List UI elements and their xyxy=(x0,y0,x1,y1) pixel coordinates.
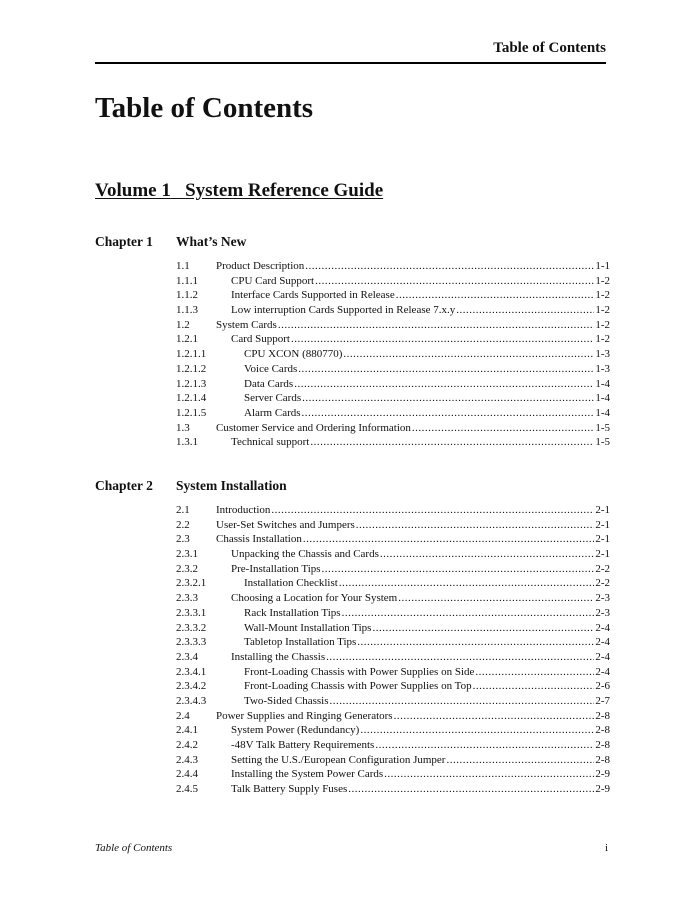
dot-leader xyxy=(326,650,594,665)
toc-entry-title[interactable]: Installing the Chassis xyxy=(231,650,326,663)
toc-entry-page: 2-2 xyxy=(595,577,610,590)
toc-entry[interactable] xyxy=(95,738,610,753)
toc-entry-line xyxy=(244,621,610,636)
dot-leader xyxy=(302,406,595,421)
toc-entry[interactable] xyxy=(95,532,610,547)
toc-entry-page: 2-4 xyxy=(595,636,610,649)
toc-entry-number: 2.3 xyxy=(176,533,190,546)
toc-entry-line xyxy=(231,562,610,577)
toc-entry-title[interactable]: Front-Loading Chassis with Power Supplies on Side xyxy=(244,665,475,678)
toc-entry-title[interactable]: System Power (Redundancy) xyxy=(231,724,360,737)
toc-entry-title[interactable]: -48V Talk Battery Requirements xyxy=(231,739,375,751)
toc-entry-number: 2.2 xyxy=(176,518,190,531)
toc-entry-page: 2-4 xyxy=(595,650,610,663)
toc-entry-page: 1-4 xyxy=(595,406,610,419)
toc-entry-line xyxy=(231,591,610,606)
toc-entry[interactable] xyxy=(95,362,610,377)
toc-entry-number: 2.3.1 xyxy=(176,548,198,561)
toc-entry-number: 1.3.1 xyxy=(176,436,198,449)
dot-leader xyxy=(384,767,594,782)
toc-entry-title[interactable]: Customer Service and Ordering Information xyxy=(216,421,411,434)
toc-entry-page: 1-2 xyxy=(595,304,610,317)
toc-entry-number: 1.1.3 xyxy=(176,304,198,317)
page-title: Table of Contents xyxy=(95,92,314,124)
toc-entry[interactable] xyxy=(95,391,610,406)
toc-entry-title[interactable]: Data Cards xyxy=(244,377,294,390)
page-number: i xyxy=(604,842,608,854)
toc-entry-title[interactable]: System Cards xyxy=(216,318,277,331)
toc-entry[interactable] xyxy=(95,753,610,768)
toc-entry-line xyxy=(216,532,610,547)
toc-entry-line xyxy=(244,694,610,709)
toc-entry-number: 1.2.1.1 xyxy=(176,348,207,361)
toc-entry-number: 2.3.4.1 xyxy=(176,665,207,678)
running-header: Table of Contents xyxy=(493,40,606,56)
toc-entry-line xyxy=(231,435,610,450)
toc-entry-number: 2.3.4.3 xyxy=(176,694,207,707)
toc-entry-title[interactable]: Voice Cards xyxy=(244,362,298,375)
toc-entry-page: 2-1 xyxy=(595,518,610,531)
toc-entry-page: 2-8 xyxy=(595,709,610,722)
toc-entry-number: 2.3.4 xyxy=(176,650,198,663)
toc-entry-title[interactable]: Server Cards xyxy=(244,392,302,405)
toc-entry-number: 2.4.1 xyxy=(176,724,198,737)
toc-entry-line xyxy=(244,377,610,392)
toc-entry-title[interactable]: Installation Checklist xyxy=(244,577,338,590)
toc-entry-page: 2-8 xyxy=(595,724,610,737)
chapter-title: What’s New xyxy=(176,234,247,249)
toc-entry-line xyxy=(244,665,610,680)
dot-leader xyxy=(278,318,595,333)
toc-entry[interactable] xyxy=(95,518,610,533)
toc-entry-number: 2.3.3.2 xyxy=(176,621,207,634)
toc-entry-page: 2-4 xyxy=(595,665,610,678)
dot-leader xyxy=(271,503,594,518)
dot-leader xyxy=(398,591,594,606)
toc-entry-page: 2-9 xyxy=(595,768,610,781)
toc-entry-line xyxy=(244,679,610,694)
toc-list xyxy=(95,259,610,450)
toc-entry[interactable] xyxy=(95,782,610,797)
toc-entry-number: 1.1.1 xyxy=(176,274,198,287)
toc-entry-line xyxy=(231,782,610,797)
dot-leader xyxy=(298,362,594,377)
toc-entry-page: 1-2 xyxy=(595,289,610,302)
toc-entry[interactable] xyxy=(95,303,610,318)
toc-entry-title[interactable]: User-Set Switches and Jumpers xyxy=(216,518,355,531)
toc-entry-number: 2.1 xyxy=(176,504,190,516)
dot-leader xyxy=(343,347,594,362)
toc-entry[interactable] xyxy=(95,503,610,518)
toc-entry[interactable] xyxy=(95,635,610,650)
toc-entry-title[interactable]: Power Supplies and Ringing Generators xyxy=(216,709,393,722)
toc-entry-title[interactable]: Product Description xyxy=(216,260,305,272)
toc-entry-page: 2-1 xyxy=(595,533,610,546)
toc-entry-title[interactable]: CPU XCON (880770) xyxy=(244,348,343,361)
toc-entry-title[interactable]: Setting the U.S./European Configuration Jumper xyxy=(231,753,446,766)
dot-leader xyxy=(456,303,594,318)
toc-entry-line xyxy=(231,547,610,562)
toc-entry[interactable] xyxy=(95,723,610,738)
toc-entry-title[interactable]: Rack Installation Tips xyxy=(244,606,341,619)
toc-entry-page: 1-1 xyxy=(595,260,610,272)
toc-entry-line xyxy=(231,723,610,738)
toc-entry-page: 2-3 xyxy=(595,592,610,605)
toc-entry-number: 1.2.1.2 xyxy=(176,362,207,375)
dot-leader xyxy=(322,562,595,577)
toc-entry-line xyxy=(231,288,610,303)
toc-entry-page: 2-3 xyxy=(595,606,610,619)
dot-leader xyxy=(342,606,595,621)
running-footer: Table of Contents xyxy=(95,842,173,854)
toc-entry-number: 2.4.4 xyxy=(176,768,198,781)
toc-entry[interactable] xyxy=(95,709,610,724)
dot-leader xyxy=(473,679,595,694)
toc-entry-number: 1.3 xyxy=(176,421,190,434)
toc-entry-page: 2-8 xyxy=(595,753,610,766)
dot-leader xyxy=(380,547,594,562)
toc-entry[interactable] xyxy=(95,435,610,450)
toc-entry-title[interactable]: Wall-Mount Installation Tips xyxy=(244,621,372,634)
toc-entry-line xyxy=(244,406,610,421)
chapter-heading xyxy=(95,234,610,256)
toc-entry-number: 2.3.3.3 xyxy=(176,636,207,649)
toc-entry-line xyxy=(231,274,610,289)
toc-entry-title[interactable]: Card Support xyxy=(231,333,290,346)
toc-entry-number: 2.4.3 xyxy=(176,753,198,766)
chapter-number: Chapter 2 xyxy=(95,478,153,493)
toc-entry-line xyxy=(231,767,610,782)
toc-entry-line xyxy=(216,709,610,724)
toc-entry-title[interactable]: Interface Cards Supported in Release xyxy=(231,289,395,302)
toc-entry-title[interactable]: Front-Loading Chassis with Power Supplies on Top xyxy=(244,680,472,693)
toc-entry-title[interactable]: Low interruption Cards Supported in Release 7.x.y xyxy=(231,304,456,317)
toc-entry-line xyxy=(216,259,610,274)
toc-entry-title[interactable]: Technical support xyxy=(231,436,310,449)
toc-entry-page: 2-9 xyxy=(595,783,610,796)
toc-entry-page: 1-5 xyxy=(595,421,610,434)
toc-entry-number: 2.3.3 xyxy=(176,592,198,605)
toc-entry-number: 2.3.2.1 xyxy=(176,577,207,590)
toc-entry-page: 2-1 xyxy=(595,504,610,516)
toc-entry-title[interactable]: Chassis Installation xyxy=(216,533,302,546)
toc-entry-title[interactable]: Pre-Installation Tips xyxy=(231,562,321,575)
dot-leader xyxy=(294,377,594,392)
toc-entry-title[interactable]: Alarm Cards xyxy=(244,406,301,419)
toc-entry-number: 1.2 xyxy=(176,318,190,331)
chapter-number: Chapter 1 xyxy=(95,234,153,249)
toc-entry-number: 2.3.2 xyxy=(176,562,198,575)
toc-entry[interactable] xyxy=(95,332,610,347)
toc-entry-line xyxy=(244,362,610,377)
toc-entry-page: 2-6 xyxy=(595,680,610,693)
toc-entry[interactable] xyxy=(95,679,610,694)
toc-entry[interactable] xyxy=(95,421,610,436)
dot-leader xyxy=(348,782,594,797)
toc-entry-line xyxy=(231,332,610,347)
toc-entry-title[interactable]: Two-Sided Chassis xyxy=(244,694,329,707)
toc-entry-page: 2-4 xyxy=(595,621,610,634)
dot-leader xyxy=(372,621,594,636)
chapter-heading xyxy=(95,478,610,500)
toc-entry[interactable] xyxy=(95,665,610,680)
toc-entry-line xyxy=(244,606,610,621)
toc-entry-title[interactable]: Talk Battery Supply Fuses xyxy=(231,783,348,796)
toc-entry-title[interactable]: CPU Card Support xyxy=(231,274,315,287)
toc-entry-number: 2.4 xyxy=(176,709,190,722)
toc-entry[interactable] xyxy=(95,274,610,289)
dot-leader xyxy=(356,518,595,533)
toc-entry[interactable] xyxy=(95,347,610,362)
dot-leader xyxy=(302,391,594,406)
dot-leader xyxy=(339,576,595,591)
toc-entry[interactable] xyxy=(95,288,610,303)
toc-entry[interactable] xyxy=(95,259,610,274)
toc-entry-line xyxy=(244,635,610,650)
toc-entry-line xyxy=(216,421,610,436)
toc-entry[interactable] xyxy=(95,547,610,562)
toc-entry-title[interactable]: Tabletop Installation Tips xyxy=(244,636,357,649)
toc-entry-number: 1.2.1.5 xyxy=(176,406,207,419)
volume-title: System Reference Guide xyxy=(185,180,384,201)
toc-entry-number: 2.3.3.1 xyxy=(176,606,207,619)
toc-entry-number: 1.1 xyxy=(176,260,190,272)
toc-entry-page: 1-2 xyxy=(595,333,610,346)
toc-entry-line xyxy=(231,650,610,665)
chapter-title: System Installation xyxy=(176,478,287,493)
toc-entry-page: 2-8 xyxy=(595,739,610,751)
toc-entry-line xyxy=(244,347,610,362)
toc-entry-title[interactable]: Unpacking the Chassis and Cards xyxy=(231,548,379,561)
toc-entry-title[interactable]: Installing the System Power Cards xyxy=(231,768,384,781)
toc-entry-page: 2-1 xyxy=(595,548,610,561)
toc-entry-line xyxy=(244,576,610,591)
toc-entry-line xyxy=(244,391,610,406)
dot-leader xyxy=(315,274,594,289)
toc-list xyxy=(95,503,610,797)
toc-entry[interactable] xyxy=(95,591,610,606)
dot-leader xyxy=(360,723,594,738)
toc-entry-title[interactable]: Introduction xyxy=(216,504,271,516)
toc-entry-number: 2.3.4.2 xyxy=(176,680,207,693)
toc-entry-page: 1-3 xyxy=(595,348,610,361)
toc-entry-line xyxy=(216,518,610,533)
dot-leader xyxy=(396,288,595,303)
chapter-section xyxy=(95,234,610,450)
toc-entry[interactable] xyxy=(95,606,610,621)
dot-leader xyxy=(329,694,594,709)
toc-entry[interactable] xyxy=(95,694,610,709)
toc-entry[interactable] xyxy=(95,377,610,392)
dot-leader xyxy=(475,665,594,680)
toc-entry-page: 1-4 xyxy=(595,377,610,390)
volume-heading xyxy=(95,180,383,202)
toc-entry[interactable] xyxy=(95,767,610,782)
toc-entry-number: 1.2.1 xyxy=(176,333,198,346)
dot-leader xyxy=(446,753,594,768)
toc-entry-page: 1-3 xyxy=(595,362,610,375)
toc-entry[interactable] xyxy=(95,318,610,333)
toc-entry-page: 2-2 xyxy=(595,562,610,575)
chapter-section xyxy=(95,478,610,797)
toc-entry[interactable] xyxy=(95,562,610,577)
toc-entry[interactable] xyxy=(95,576,610,591)
toc-entry-title[interactable]: Choosing a Location for Your System xyxy=(231,592,398,605)
toc-entry-line xyxy=(231,753,610,768)
dot-leader xyxy=(303,532,594,547)
toc-entry-number: 2.4.5 xyxy=(176,783,198,796)
toc-entry-page: 1-2 xyxy=(595,318,610,331)
dot-leader xyxy=(394,709,595,724)
toc-entry-number: 2.4.2 xyxy=(176,739,198,751)
toc-entry-line xyxy=(231,303,610,318)
toc-entry-page: 1-4 xyxy=(595,392,610,405)
toc-entry-line xyxy=(231,738,610,753)
toc-entry-number: 1.1.2 xyxy=(176,289,198,302)
dot-leader xyxy=(305,259,594,274)
toc-entry-number: 1.2.1.3 xyxy=(176,377,207,390)
dot-leader xyxy=(357,635,594,650)
header-rule xyxy=(95,62,606,64)
toc-entry-page: 1-5 xyxy=(595,436,610,449)
dot-leader xyxy=(291,332,594,347)
toc-entry-line xyxy=(216,503,610,518)
toc-entry-page: 1-2 xyxy=(595,274,610,287)
dot-leader xyxy=(310,435,594,450)
dot-leader xyxy=(375,738,594,753)
volume-label: Volume 1 xyxy=(95,180,171,201)
toc-entry[interactable] xyxy=(95,621,610,636)
toc-entry[interactable] xyxy=(95,650,610,665)
toc-entry-page: 2-7 xyxy=(595,694,610,707)
toc-entry-line xyxy=(216,318,610,333)
dot-leader xyxy=(412,421,594,436)
toc-entry[interactable] xyxy=(95,406,610,421)
toc-entry-number: 1.2.1.4 xyxy=(176,392,207,405)
